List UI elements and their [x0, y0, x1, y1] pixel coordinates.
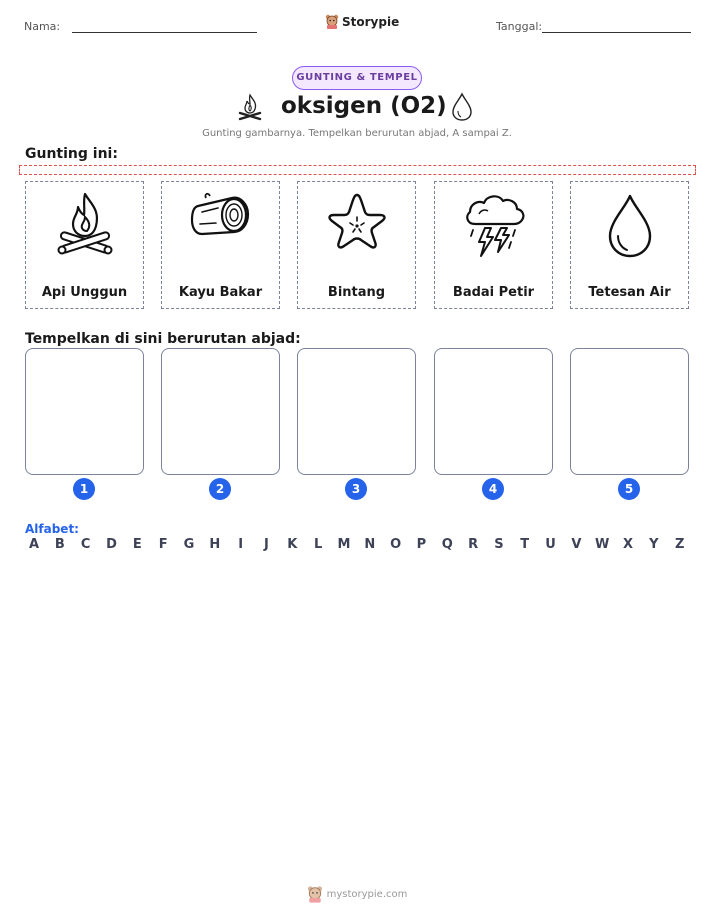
cut-card-log[interactable]	[161, 181, 280, 309]
alphabet-letter: F	[158, 537, 168, 552]
alphabet-letter: E	[132, 537, 142, 552]
alphabet-letter: L	[313, 537, 323, 552]
water-drop-icon	[602, 190, 658, 260]
card-label: Tetesan Air	[588, 285, 671, 300]
campfire-icon	[236, 92, 264, 122]
alphabet-letter: G	[183, 537, 195, 552]
paste-slot-5[interactable]	[570, 348, 689, 475]
storm-cloud-icon	[461, 190, 527, 260]
header-bar	[0, 14, 714, 38]
card-label: Bintang	[327, 285, 386, 300]
alphabet-letter: C	[80, 537, 91, 552]
paste-heading: Tempelkan di sini berurutan abjad:	[25, 331, 301, 347]
name-line	[72, 32, 257, 33]
footer	[0, 885, 714, 903]
cut-heading: Gunting ini:	[25, 146, 118, 162]
name-label: Nama:	[24, 20, 61, 33]
instructions: Gunting gambarnya. Tempelkan berurutan abjad, A sampai Z.	[202, 128, 512, 139]
slot-number-3: 3	[345, 478, 367, 500]
alphabet-letter: N	[364, 537, 376, 552]
alphabet-letter: K	[287, 537, 298, 552]
water-drop-icon	[451, 92, 473, 122]
slot-number-5: 5	[618, 478, 640, 500]
cut-card-water-drop[interactable]	[570, 181, 689, 309]
cut-dashed-line	[19, 165, 696, 175]
date-line	[542, 32, 691, 33]
alphabet-letter: T	[520, 537, 530, 552]
alphabet-letter: R	[468, 537, 479, 552]
footer-url[interactable]: mystorypie.com	[326, 888, 408, 900]
alphabet-letter: Q	[441, 537, 453, 552]
alphabet-letter: H	[209, 537, 221, 552]
alphabet-heading: Alfabet:	[25, 522, 79, 536]
bear-mascot-icon	[307, 885, 323, 903]
alphabet-row	[25, 537, 689, 552]
star-icon	[325, 190, 389, 254]
slot-number-1: 1	[73, 478, 95, 500]
alphabet-letter: B	[54, 537, 65, 552]
alphabet-letter: W	[595, 537, 610, 552]
alphabet-letter: S	[494, 537, 504, 552]
card-label: Kayu Bakar	[178, 285, 263, 300]
alphabet-letter: J	[264, 537, 269, 552]
title-row	[0, 90, 714, 126]
paste-slot-4[interactable]	[434, 348, 553, 475]
alphabet-letter: U	[545, 537, 556, 552]
brand-name: Storypie	[342, 14, 400, 29]
slot-number-2: 2	[209, 478, 231, 500]
paste-slot-3[interactable]	[297, 348, 416, 475]
campfire-icon	[54, 190, 116, 260]
card-label: Api Unggun	[41, 285, 128, 300]
alphabet-letter: Z	[674, 537, 685, 552]
alphabet-letter: M	[337, 537, 351, 552]
bear-mascot-icon	[325, 14, 339, 29]
log-icon	[188, 190, 254, 250]
alphabet-letter: Y	[649, 537, 659, 552]
brand-logo	[325, 14, 399, 29]
slot-number-4: 4	[482, 478, 504, 500]
cut-card-storm[interactable]	[434, 181, 553, 309]
alphabet-letter: V	[571, 537, 582, 552]
cut-card-star[interactable]	[297, 181, 416, 309]
paste-slot-1[interactable]	[25, 348, 144, 475]
alphabet-letter: D	[106, 537, 117, 552]
activity-badge: GUNTING & TEMPEL	[292, 66, 422, 90]
paste-slot-2[interactable]	[161, 348, 280, 475]
date-label: Tanggal:	[496, 20, 543, 33]
alphabet-letter: O	[390, 537, 402, 552]
alphabet-letter: I	[238, 537, 244, 552]
alphabet-letter: A	[28, 537, 40, 552]
cut-card-campfire[interactable]	[25, 181, 144, 309]
alphabet-letter: P	[416, 537, 427, 552]
page-title: oksigen (O2)	[281, 93, 447, 119]
card-label: Badai Petir	[452, 285, 535, 300]
alphabet-letter: X	[623, 537, 634, 552]
